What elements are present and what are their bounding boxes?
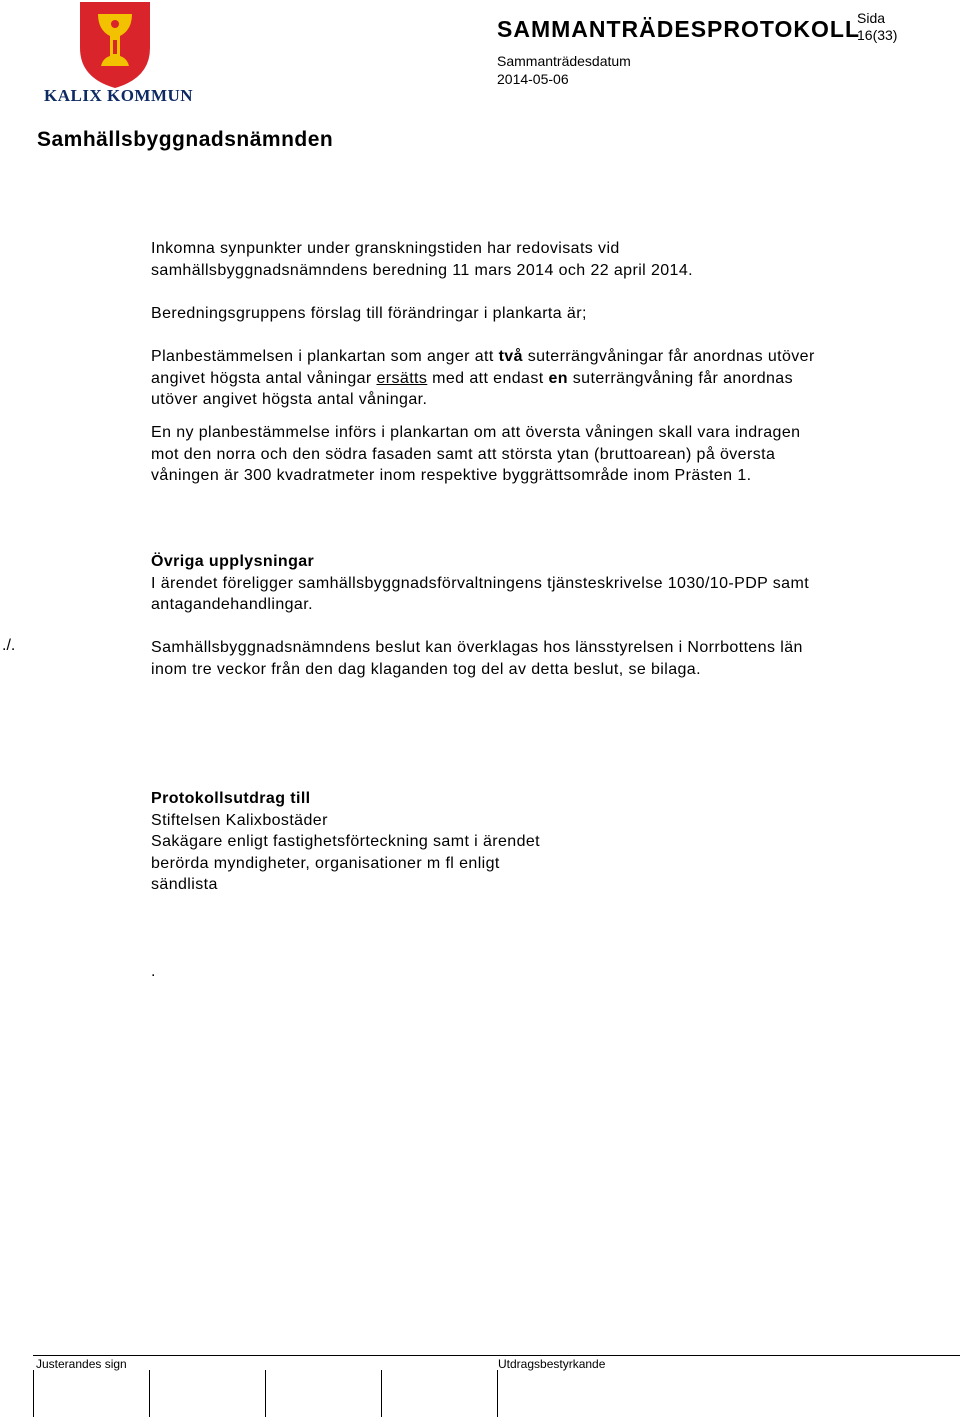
bold-text: två (498, 348, 523, 365)
attachment-marker: ./. (2, 637, 16, 654)
section-distribution (151, 788, 826, 896)
underlined-text: ersätts (376, 369, 428, 387)
section-heading: Protokollsutdrag till (151, 790, 311, 807)
section-other-information (151, 551, 826, 616)
signature-box-divider (33, 1370, 34, 1417)
document-title: SAMMANTRÄDESPROTOKOLL (497, 16, 861, 42)
text-span: suterrängvåning får anordnas utöver angivet högsta antal våningar. (151, 369, 794, 408)
paragraph-basement-rule (151, 346, 826, 411)
meeting-date: 2014-05-06 (497, 71, 569, 87)
paragraph-text: . (151, 963, 156, 980)
signature-box-divider (381, 1370, 382, 1417)
signature-box-divider (497, 1370, 498, 1417)
trailing-dot (151, 961, 826, 983)
text-span: suterrängvåningar får anordnas utöver angivet högsta antal våningar (151, 348, 815, 387)
distribution-line: sändlista (151, 876, 218, 893)
paragraph-proposal-intro (151, 303, 826, 325)
committee-title: Samhällsbyggnadsnämnden (37, 128, 334, 151)
paragraph-text: Inkomna synpunkter under granskningstiden har redovisats vid samhällsbyggnadsnämndens beredning 11 mars 2014 och 22 april 2014. (151, 240, 694, 279)
paragraph-submissions (151, 238, 826, 281)
paragraph-text: En ny planbestämmelse införs i plankartan om att översta våningen skall vara indragen mot den norra och den södra fasaden samt att största ytan (bruttoarean) på översta våningen är 300 kvadratmeter inom respektive byggrättsområde inom Prästen 1. (151, 424, 801, 484)
paragraph-text: I ärendet föreligger samhällsbyggnadsförvaltningens tjänsteskrivelse 1030/10-PDP samt antagandehandlingar. (151, 574, 810, 613)
signature-box-divider (149, 1370, 150, 1417)
signature-box-divider (265, 1370, 266, 1417)
paragraph-top-floor-rule (151, 422, 826, 487)
extract-certification-label: Utdragsbestyrkande (498, 1357, 606, 1371)
paragraph-text: Beredningsgruppens förslag till förändringar i plankarta är; (151, 305, 587, 322)
paragraph-text: Samhällsbyggnadsnämndens beslut kan överklagas hos länsstyrelsen i Norrbottens län inom tre veckor från den dag klaganden tog del av detta beslut, se bilaga. (151, 639, 803, 678)
paragraph-appeal (151, 637, 826, 680)
text-span: med att endast (427, 369, 549, 387)
page-label: Sida (857, 10, 886, 26)
bold-text: en (548, 369, 568, 387)
text-span: Planbestämmelsen i plankartan som anger att (151, 348, 499, 365)
distribution-line: Stiftelsen Kalixbostäder (151, 811, 328, 829)
paragraph-text (151, 346, 826, 411)
section-heading: Övriga upplysningar (151, 553, 315, 570)
distribution-line: berörda myndigheter, organisationer m fl enligt (151, 854, 500, 872)
logo-text: KALIX KOMMUN (44, 86, 194, 105)
distribution-line: Sakägare enligt fastighetsförteckning samt i ärendet (151, 833, 541, 850)
footer-divider (33, 1355, 960, 1356)
page-number: 16(33) (857, 27, 898, 43)
signature-label: Justerandes sign (36, 1357, 127, 1371)
meeting-date-label: Sammanträdesdatum (497, 53, 631, 69)
